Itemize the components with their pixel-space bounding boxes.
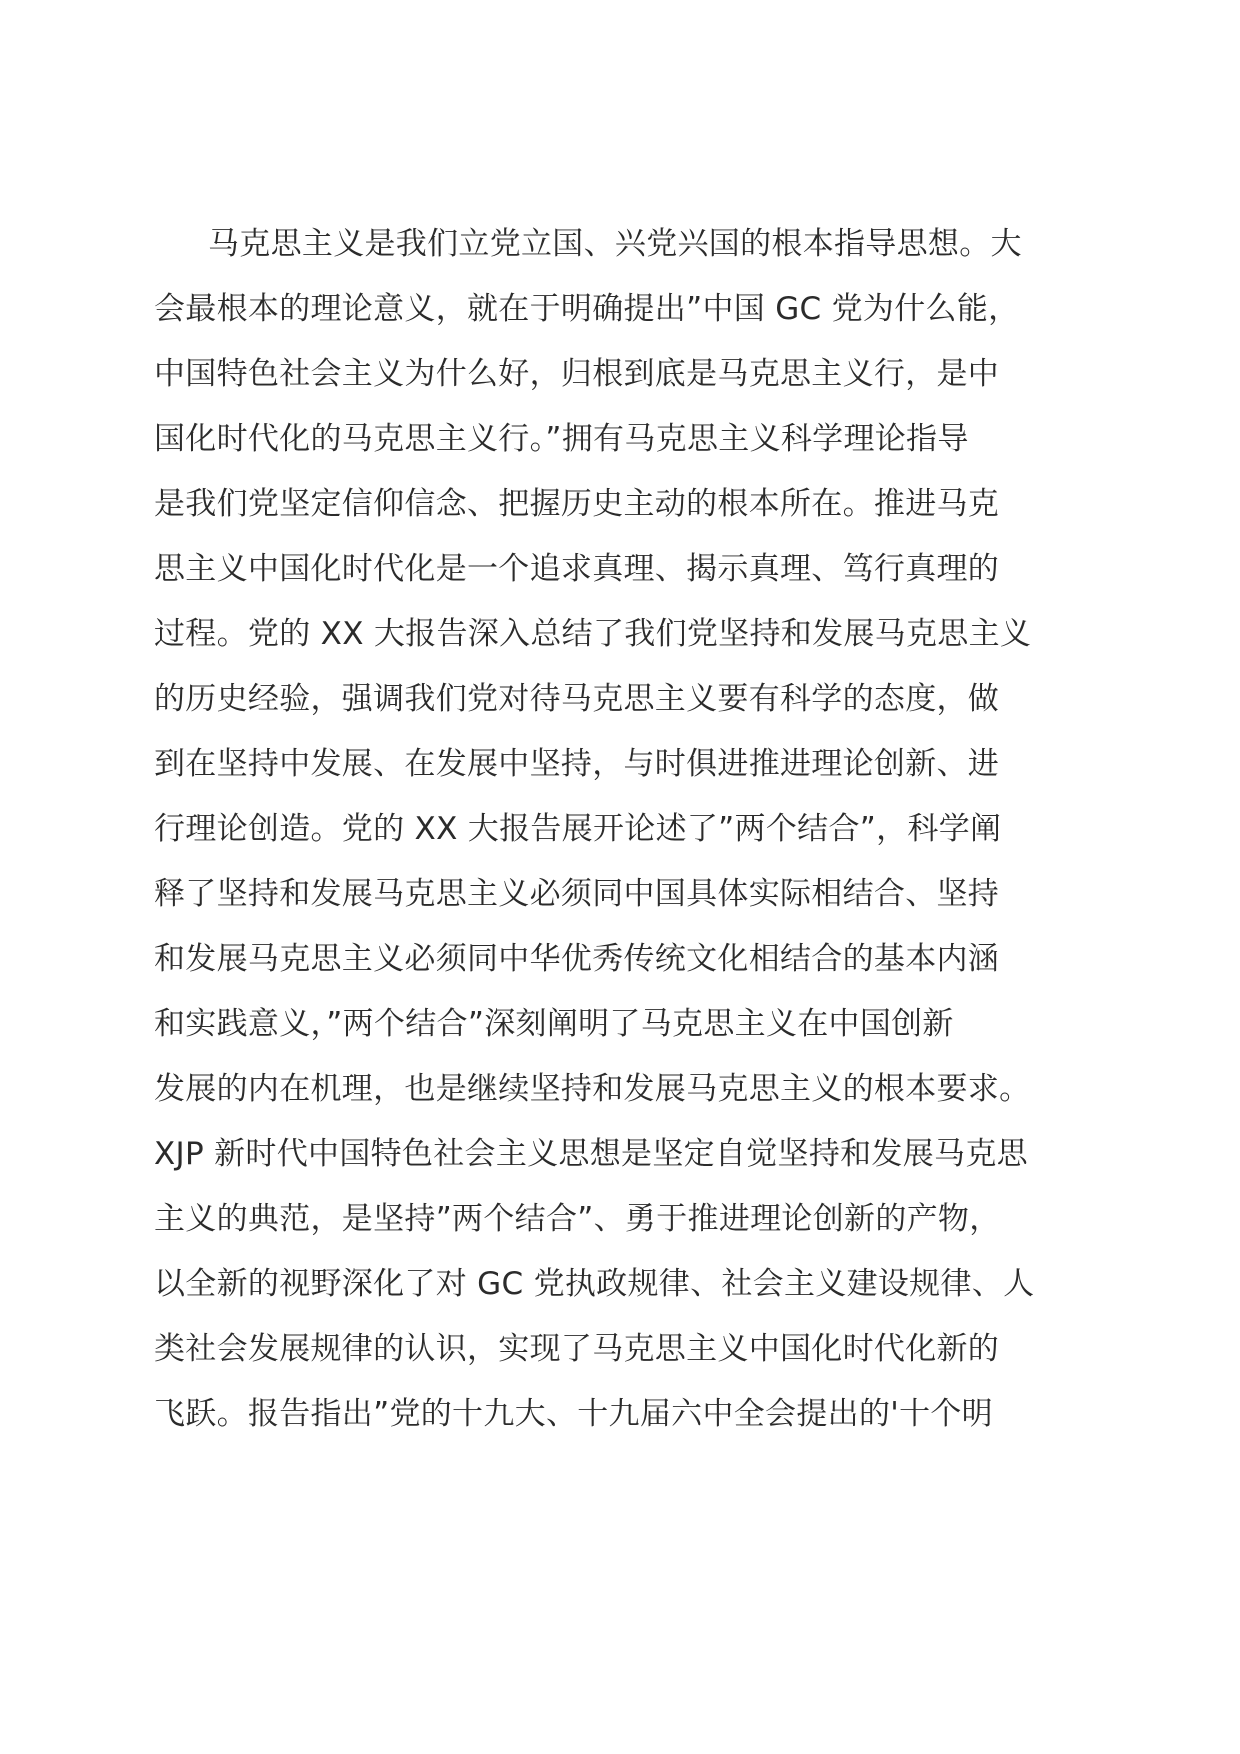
text-line-9: 到在坚持中发展、在发展中坚持，与时俱进推进理论创新、进 — [154, 746, 1000, 782]
text-line-5: 是我们党坚定信仰信念、把握历史主动的根本所在。推进马克 — [154, 486, 1000, 522]
text-line-17: 以全新的视野深化了对 GC 党执政规律、社会主义建设规律、人 — [154, 1266, 1035, 1302]
text-line-16: 主义的典范，是坚持”两个结合”、勇于推进理论创新的产物， — [154, 1201, 1001, 1237]
text-line-19: 飞跃。报告指出”党的十九大、十九届六中全会提出的'十个明 — [154, 1396, 993, 1432]
text-line-1: 马克思主义是我们立党立国、兴党兴国的根本指导思想。大 — [208, 226, 1022, 262]
body-paragraph — [154, 212, 1114, 1447]
text-line-7: 过程。党的 XX 大报告深入总结了我们党坚持和发展马克思主义 — [154, 616, 1032, 652]
text-line-14: 发展的内在机理，也是继续坚持和发展马克思主义的根本要求。 — [154, 1071, 1031, 1107]
text-line-2: 会最根本的理论意义，就在于明确提出”中国 GC 党为什么能， — [154, 291, 1020, 327]
text-line-3: 中国特色社会主义为什么好，归根到底是马克思主义行，是中 — [154, 356, 1000, 392]
text-line-12: 和发展马克思主义必须同中华优秀传统文化相结合的基本内涵 — [154, 941, 1000, 977]
text-line-11: 释了坚持和发展马克思主义必须同中国具体实际相结合、坚持 — [154, 876, 1000, 912]
text-line-10: 行理论创造。党的 XX 大报告展开论述了”两个结合”，科学阐 — [154, 811, 1002, 847]
text-line-15: XJP 新时代中国特色社会主义思想是坚定自觉坚持和发展马克思 — [154, 1136, 1028, 1172]
text-line-4: 国化时代化的马克思主义行。”拥有马克思主义科学理论指导 — [154, 421, 969, 457]
text-line-18: 类社会发展规律的认识，实现了马克思主义中国化时代化新的 — [154, 1331, 1000, 1367]
text-line-8: 的历史经验，强调我们党对待马克思主义要有科学的态度，做 — [154, 681, 1000, 717]
text-line-6: 思主义中国化时代化是一个追求真理、揭示真理、笃行真理的 — [154, 551, 1000, 587]
text-line-13: 和实践意义，”两个结合”深刻阐明了马克思主义在中国创新 — [154, 1006, 954, 1042]
